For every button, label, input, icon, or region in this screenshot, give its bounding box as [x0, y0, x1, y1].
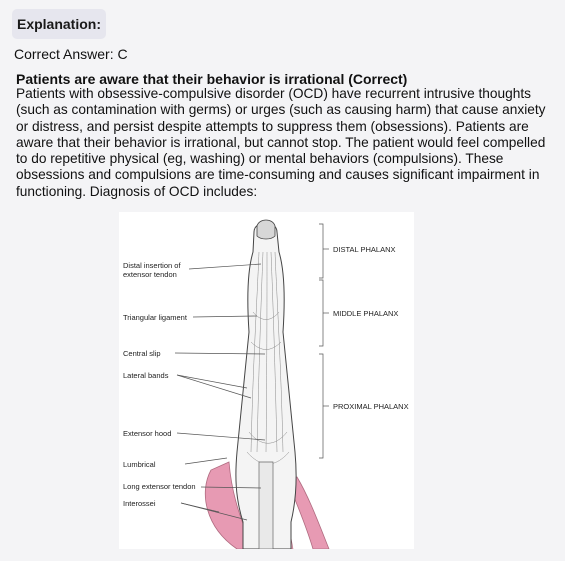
label-distal-phalanx: DISTAL PHALANX	[333, 245, 396, 254]
label-lumbrical: Lumbrical	[123, 460, 156, 469]
label-middle-phalanx: MIDDLE PHALANX	[333, 309, 399, 318]
label-proximal-phalanx: PROXIMAL PHALANX	[333, 402, 409, 411]
label-central-slip: Central slip	[123, 349, 161, 358]
nail-tip	[257, 220, 275, 239]
correct-answer: Correct Answer: C	[14, 46, 128, 62]
label-triangular-ligament: Triangular ligament	[123, 313, 187, 322]
explanation-badge: Explanation:	[12, 9, 106, 39]
explanation-paragraph: Patients with obsessive-compulsive disorder (OCD) have recurrent intrusive thoughts (such as contamination with germs) or urges (such as causing harm) that cause anxiety or distress, and persist despite attempts to suppress them (obsessions). Patients are aware that their behavior is irrational, but cannot stop. The patient would feel compelled to do repetitive physical (eg, washing) or mental behaviors (compulsions). These obsessions and compulsions are time-consuming and causes significant impairment in functioning. Diagnosis of OCD includes:	[16, 86, 546, 199]
finger-extensor-anatomy-figure	[119, 212, 414, 549]
label-distal-insertion: Distal insertion of extensor tendon	[123, 261, 181, 279]
choice-heading: Patients are aware that their behavior is irrational (Correct)	[16, 71, 408, 87]
label-extensor-hood: Extensor hood	[123, 429, 172, 438]
long-extensor-tendon	[259, 462, 273, 549]
label-interossei: Interossei	[123, 499, 156, 508]
label-lateral-bands: Lateral bands	[123, 371, 169, 380]
label-long-extensor-tendon: Long extensor tendon	[123, 482, 196, 491]
